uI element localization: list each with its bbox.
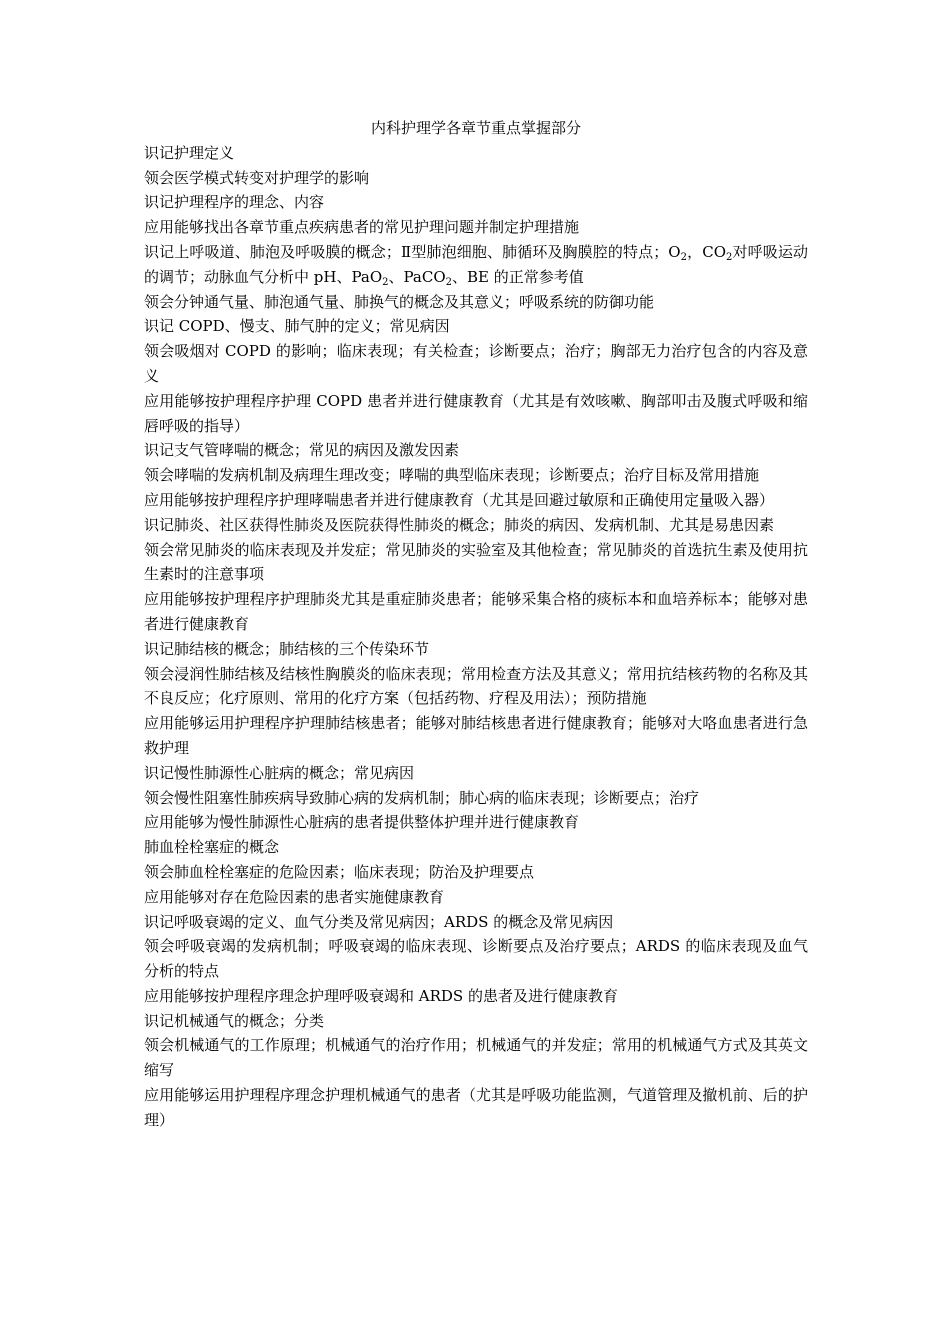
document-paragraph: 领会医学模式转变对护理学的影响	[144, 168, 370, 187]
document-paragraph: 领会肺血栓栓塞症的危险因素；临床表现；防治及护理要点	[144, 862, 535, 881]
document-paragraph: 领会哮喘的发病机制及病理生理改变；哮喘的典型临床表现；诊断要点；治疗目标及常用措施	[144, 466, 760, 485]
document-paragraph: 应用能够按护理程序护理哮喘患者并进行健康教育（尤其是回避过敏原和正确使用定量吸入器）	[144, 490, 775, 509]
document-paragraph: 领会机械通气的工作原理；机械通气的治疗作用；机械通气的并发症；常用的机械通气方式及其英文缩写	[144, 1036, 808, 1080]
document-paragraph: 识记 COPD、慢支、肺气肿的定义；常见病因	[144, 317, 450, 336]
document-paragraph: 应用能够运用护理程序护理肺结核患者；能够对肺结核患者进行健康教育；能够对大咯血患者进行急救护理	[144, 714, 808, 757]
document-paragraph: 识记机械通气的概念；分类	[144, 1011, 325, 1030]
document-paragraph: 肺血栓栓塞症的概念	[144, 838, 280, 857]
document-paragraph: 应用能够按护理程序护理 COPD 患者并进行健康教育（尤其是有效咳嗽、胸部叩击及腹式呼吸和缩唇呼吸的指导）	[144, 391, 808, 435]
document-paragraph: 识记护理程序的理念、内容	[144, 193, 325, 212]
document-paragraph: 领会慢性阻塞性肺疾病导致肺心病的发病机制；肺心病的临床表现；诊断要点；治疗	[144, 788, 700, 807]
document-paragraph: 识记上呼吸道、肺泡及呼吸膜的概念；Ⅱ型肺泡细胞、肺循环及胸膜腔的特点；$O_2$，$CO_2$对呼吸运动的调节；动脉血气分析中 pH、PaO$_2$、PaCO$_2$、BE 的正常参考值	[144, 242, 808, 288]
document-paragraph: 应用能够运用护理程序理念护理机械通气的患者（尤其是呼吸功能监测，气道管理及撤机前、后的护理）	[144, 1086, 808, 1129]
document-paragraph: 识记肺结核的概念；肺结核的三个传染环节	[144, 639, 430, 658]
document-title: 内科护理学各章节重点掌握部分	[370, 119, 581, 137]
document-paragraph: 领会常见肺炎的临床表现及并发症；常见肺炎的实验室及其他检查；常见肺炎的首选抗生素及使用抗生素时的注意事项	[144, 540, 808, 584]
document-body	[144, 141, 808, 1133]
document-page	[144, 116, 808, 1133]
document-paragraph: 识记支气管哮喘的概念；常见的病因及激发因素	[144, 441, 460, 460]
document-paragraph: 应用能够按护理程序理念护理呼吸衰竭和 ARDS 的患者及进行健康教育	[144, 986, 618, 1005]
document-paragraph: 应用能够为慢性肺源性心脏病的患者提供整体护理并进行健康教育	[144, 813, 580, 832]
document-paragraph: 领会分钟通气量、肺泡通气量、肺换气的概念及其意义；呼吸系统的防御功能	[144, 292, 655, 311]
document-paragraph: 应用能够按护理程序护理肺炎尤其是重症肺炎患者；能够采集合格的痰标本和血培养标本；能够对患者进行健康教育	[144, 590, 808, 633]
document-paragraph: 识记肺炎、社区获得性肺炎及医院获得性肺炎的概念；肺炎的病因、发病机制、尤其是易患因素	[144, 515, 775, 534]
document-paragraph: 领会吸烟对 COPD 的影响；临床表现；有关检查；诊断要点；治疗；胸部无力治疗包含的内容及意义	[144, 342, 808, 385]
document-paragraph: 应用能够找出各章节重点疾病患者的常见护理问题并制定护理措施	[144, 218, 580, 237]
document-paragraph: 识记护理定义	[144, 143, 235, 162]
document-paragraph: 应用能够对存在危险因素的患者实施健康教育	[144, 887, 445, 906]
document-paragraph: 识记慢性肺源性心脏病的概念；常见病因	[144, 763, 415, 782]
document-paragraph: 领会呼吸衰竭的发病机制；呼吸衰竭的临床表现、诊断要点及治疗要点；ARDS 的临床表现及血气分析的特点	[144, 937, 808, 981]
document-paragraph: 识记呼吸衰竭的定义、血气分类及常见病因；ARDS 的概念及常见病因	[144, 912, 614, 931]
document-paragraph: 领会浸润性肺结核及结核性胸膜炎的临床表现；常用检查方法及其意义；常用抗结核药物的名称及其不良反应；化疗原则、常用的化疗方案（包括药物、疗程及用法）；预防措施	[144, 664, 808, 708]
